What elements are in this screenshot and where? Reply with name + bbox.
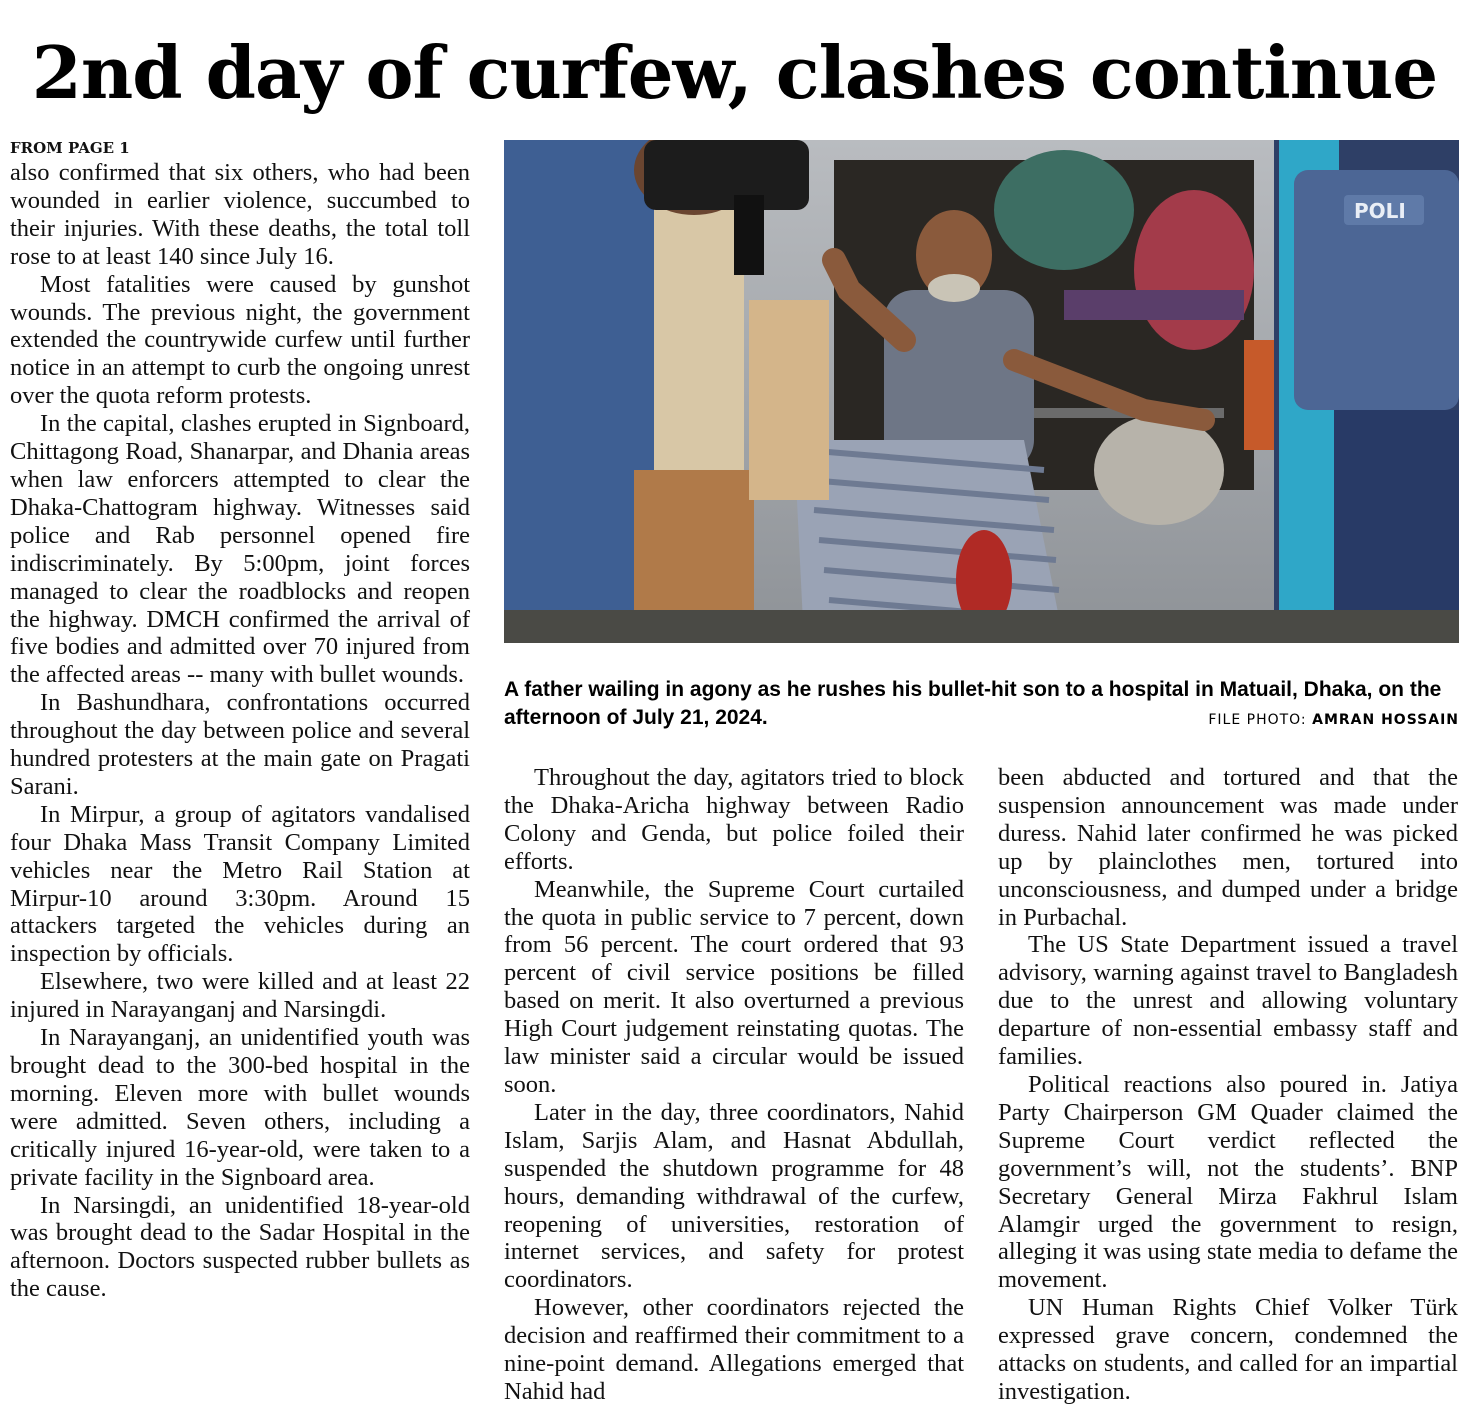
paragraph: However, other coordinators rejected the decision and reaffirmed their commitment to a nine-point demand. Allegations emerged that Nahid had [504, 1294, 964, 1405]
paragraph: In Narayanganj, an unidentified youth was brought dead to the 300-bed hospital in the morning. Eleven more with bullet wounds were admitted. Seven others, including a critically injured 16-year-old, were taken to a private facility in the Signboard area. [10, 1024, 470, 1191]
paragraph: Elsewhere, two were killed and at least 22 injured in Narayanganj and Narsingdi. [10, 968, 470, 1024]
paragraph: Throughout the day, agitators tried to block the Dhaka-Aricha highway between Radio Colony and Genda, but police foiled their efforts. [504, 764, 964, 875]
news-photo-illustration [504, 140, 1459, 643]
paragraph: been abducted and tortured and that the suspension announcement was made under duress. Nahid later confirmed he was picked up by plainclothes men, tortured into unconsciousness, and dumped under a bridge in Purbachal. [998, 764, 1458, 931]
article-column-2 [504, 764, 964, 1406]
vest-label: POLI [1354, 199, 1406, 223]
article-column-1 [10, 159, 470, 1303]
paragraph: In Narsingdi, an unidentified 18-year-old was brought dead to the Sadar Hospital in the afternoon. Doctors suspected rubber bullets as the cause. [10, 1191, 470, 1303]
paragraph: Most fatalities were caused by gunshot wounds. The previous night, the government extended the countrywide curfew until further notice in an attempt to curb the ongoing unrest over the quota reform protests. [10, 270, 470, 410]
paragraph: In Mirpur, a group of agitators vandalised four Dhaka Mass Transit Company Limited vehicles near the Metro Rail Station at Mirpur-10 around 3:30pm. Around 15 attackers targeted the vehicles during an inspection by officials. [10, 800, 470, 968]
headline: 2nd day of curfew, clashes continue [31, 30, 1438, 115]
photographer-name: AMRAN HOSSAIN [1312, 712, 1459, 728]
paragraph: Later in the day, three coordinators, Nahid Islam, Sarjis Alam, and Hasnat Abdullah, suspended the shutdown programme for 48 hours, demanding withdrawal of the curfew, reopening of universities, restoration of internet services, and safety for protest coordinators. [504, 1098, 964, 1294]
paragraph: Political reactions also poured in. Jatiya Party Chairperson GM Quader claimed the Supreme Court verdict reflected the government’s will, not the students’. BNP Secretary General Mirza Fakhrul Islam Alamgir urged the government to resign, alleging it was using state media to defame the movement. [998, 1070, 1458, 1294]
paragraph: In Bashundhara, confrontations occurred throughout the day between police and several hundred protesters at the main gate on Pragati Sarani. [10, 689, 470, 800]
continuation-kicker: FROM PAGE 1 [10, 139, 130, 157]
photo-credit-prefix: FILE PHOTO: [1208, 712, 1313, 728]
photo-caption: A father wailing in agony as he rushes his bullet-hit son to a hospital in Matuail, Dhaka, on the afternoon of July 21, 2024. [504, 678, 1442, 729]
paragraph: In the capital, clashes erupted in Signboard, Chittagong Road, Shanarpar, and Dhania areas when law enforcers attempted to clear the Dhaka-Chattogram highway. Witnesses said police and Rab personnel opened fire indiscriminately. By 5:00pm, joint forces managed to clear the roadblocks and reopen the highway. DMCH confirmed the arrival of five bodies and admitted over 70 injured from the affected areas -- many with bullet wounds. [10, 410, 470, 689]
paragraph: UN Human Rights Chief Volker Türk expressed grave concern, condemned the attacks on students, and called for an impartial investigation. [998, 1294, 1458, 1405]
news-photo [504, 140, 1459, 643]
photo-credit [1208, 712, 1459, 728]
paragraph: Meanwhile, the Supreme Court curtailed the quota in public service to 7 percent, down from 56 percent. The court ordered that 93 percent of civil service positions be filled based on merit. It also overturned a previous High Court judgement reinstating quotas. The law minister said a circular would be issued soon. [504, 875, 964, 1098]
article-column-3 [998, 764, 1458, 1406]
paragraph: also confirmed that six others, who had been wounded in earlier violence, succumbed to their injuries. With these deaths, the total toll rose to at least 140 since July 16. [10, 159, 470, 270]
paragraph: The US State Department issued a travel advisory, warning against travel to Bangladesh due to the unrest and allowing voluntary departure of non-essential embassy staff and families. [998, 931, 1458, 1071]
